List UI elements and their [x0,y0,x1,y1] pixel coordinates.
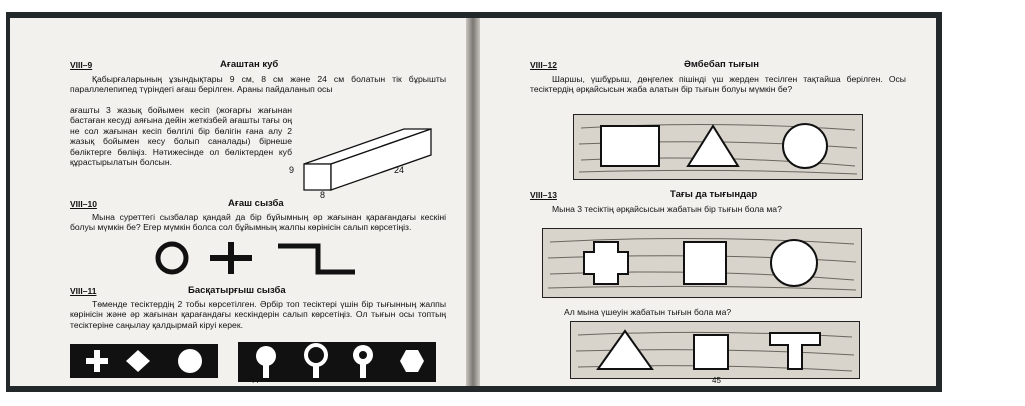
left-page [10,18,466,386]
dimension-label-8: 8 [320,190,326,200]
problem-question-13b: Ал мына үшеуін жабатын тығын бола ма? [564,307,732,317]
parallelepiped-figure [296,104,446,194]
problem-body-9: ағашты 3 жазық бойымен кесіп (жоғарғы жағынан бастаған кесуді аяғына дейін жеткізбей ағашты тағы оң не сол жағынан кесіп бөлгілі бір бөлігін ғана алу 2 жазық бойымен кесу болып саналады) бірнеше бөліктерге бөліңіз. Нәтижесінде ол бөліктерден куб құрастырылатын болсын. [70,105,292,168]
problem-text-10: Мына суреттегі сызбалар қандай да бір бұйымның әр жағынан қарағандағы кескіні болуы мүмкін бе? Егер мүмкін болса сол бұйымның жалпы көрінісін салып көрсетіңіз. [70,212,446,233]
problem-code-11: VIII–11 [70,286,97,296]
book-gutter [466,18,480,386]
problem-title-12: Әмбебап тығын [684,59,759,70]
dimension-label-9: 9 [289,165,295,175]
problem-code-12: VIII–12 [530,60,557,70]
hole-group-2 [238,342,436,382]
plank-triangle-square-tshape [570,321,860,379]
right-page [480,18,936,386]
problem-title-11: Басқатырғыш сызба [188,285,286,296]
dimension-label-24: 24 [394,165,405,175]
hole-group-1 [70,344,218,378]
three-views-drawing [150,240,360,280]
problem-text-12: Шаршы, үшбұрыш, дөңгелек пішінді үш жерден тесілген тақтайша берілген. Осы тесіктердің әрқайсысын жаба алатын бір тығын болуы мүмкін бе? [530,74,906,95]
problem-intro-9: Қабырғаларының ұзындықтары 9 см, 8 см және 24 см болатын тік бұрышты параллелепипед түріндегі ағаш берілген. Араны пайдаланып осы [70,74,446,95]
problem-code-10: VIII–10 [70,199,97,209]
problem-code-9: VIII–9 [70,60,93,70]
problem-text-11: Төменде тесіктердің 2 тобы көрсетілген. Әрбір топ тесіктері үшін бір тығынның жалпы көрінісін және әр жағынан қарағандағы кескіндерін салып көрсетіңіз. Ол тығын осы топтың тесіктеріне саңылау қалдырмай кіруі керек. [70,299,446,330]
plank-square-triangle-circle [573,114,863,180]
open-book [6,12,942,392]
page-number-44: 44 [250,376,259,385]
problem-title-10: Ағаш сызба [228,198,284,209]
plank-cross-square-circle [542,228,862,298]
problem-title-9: Ағаштан куб [220,59,279,70]
problem-title-13: Тағы да тығындар [670,189,758,200]
page-number-45: 45 [712,376,721,385]
problem-text-13: Мына 3 тесіктің әрқайсысын жабатын бір тығын бола ма? [552,204,782,214]
problem-code-13: VIII–13 [530,190,557,200]
